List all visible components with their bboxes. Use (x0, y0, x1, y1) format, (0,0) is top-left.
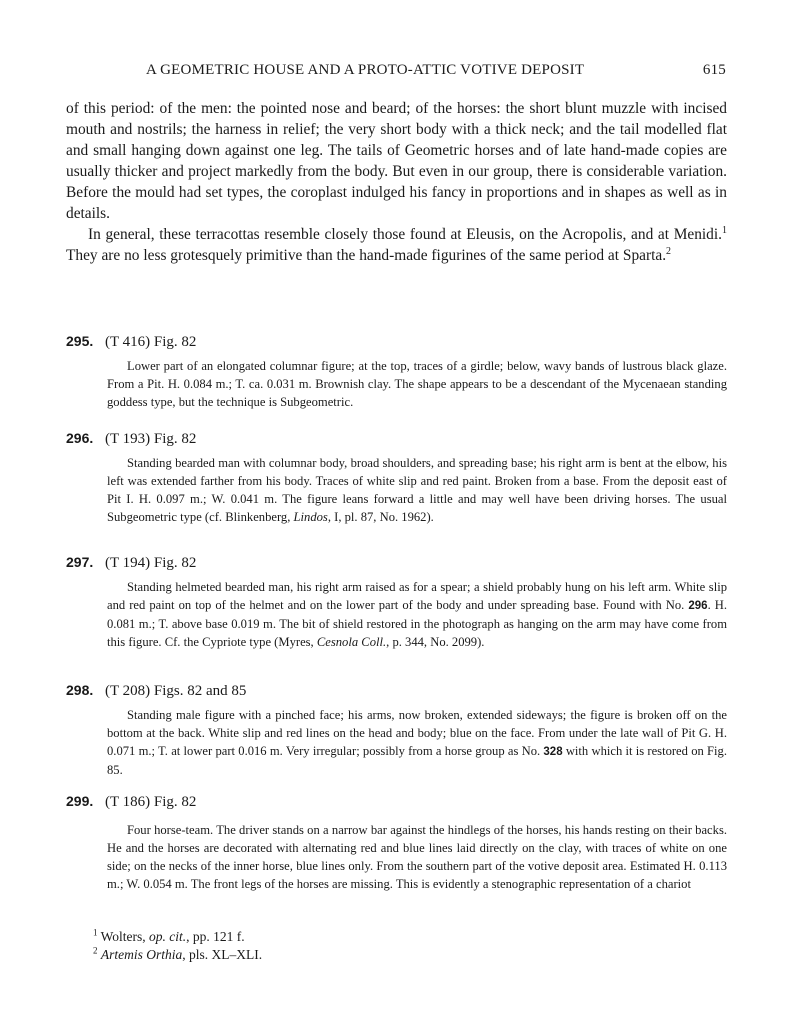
catalogue-entry-298 (66, 679, 727, 779)
entry-number: 295. (66, 333, 94, 349)
intro-paragraph-2-text-b: They are no less grotesquely primitive than the hand-made figurines of the same period at Sparta. (66, 247, 667, 264)
entry-heading (66, 551, 727, 573)
intro-paragraph-2 (66, 224, 727, 266)
footnote-text: , pp. 121 f. (186, 929, 245, 944)
entry-reference: (T 186) Fig. 82 (105, 794, 197, 810)
footnote-citation: op. cit. (149, 929, 187, 944)
entry-cross-ref: 328 (543, 746, 563, 758)
footnote-text: , pls. XL–XLI. (182, 947, 263, 962)
entry-heading (66, 790, 727, 812)
entry-description (107, 454, 727, 526)
catalogue-entry-296 (66, 427, 727, 526)
running-title: A GEOMETRIC HOUSE AND A PROTO-ATTIC VOTIVE DEPOSIT (146, 62, 585, 78)
footnote-citation: Artemis Orthia (100, 947, 183, 962)
catalogue-entry-295 (66, 330, 727, 411)
entry-text: Lower part of an elongated columnar figure; at the top, traces of a girdle; below, wavy bands of lustrous black glaze. From a Pit. H. 0.084 m.; T. ca. 0.031 m. Brownish clay. The shape appears to be a descendant of the Mycenaean standing goddess type, but the technique is Subgeometric. (107, 359, 727, 409)
catalogue-entry-299 (66, 790, 727, 893)
entry-text: Four horse-team. The driver stands on a narrow bar against the hindlegs of the horses, his hands resting on their backs. He and the horses are decorated with alternating red and blue lines laid directly on the clay, with traces of white on one side; on the necks of the inner horse, blue lines only. From the southern part of the votive deposit area. Estimated H. 0.113 m.; W. 0.054 m. The front legs of the horses are missing. This is evidently a stenographic representation of a chariot (107, 823, 727, 891)
entry-description (107, 357, 727, 411)
entry-text: , p. 344, No. 2099). (386, 635, 485, 649)
running-head (66, 62, 726, 82)
entry-text: , I, pl. 87, No. 1962). (327, 510, 434, 524)
intro-text (66, 98, 727, 266)
intro-paragraph-1: of this period: of the men: the pointed nose and beard; of the horses: the short blunt muzzle with incised mouth and nostrils; the harness in relief; the very short body with a thick neck; and the tail modelled flat and small hanging down against one leg. The tails of Geometric horses and of late hand-made copies are usually thicker and project markedly from the body. But even in our group, there is considerable variation. Before the mould had set types, the coroplast indulged his fancy in proportions and in shapes as well as in details. (66, 100, 727, 222)
footnote-mark: 1 (93, 927, 98, 938)
page-number: 615 (702, 62, 726, 78)
entry-description (107, 706, 727, 779)
entry-citation: Lindos (293, 510, 328, 524)
entry-heading (66, 427, 727, 449)
entry-text: with which it is restored on Fig. 85. (107, 744, 727, 777)
entry-text: . H. 0.081 m.; T. above base 0.019 m. The bit of shield restored in the photograph as hanging on the arm may have come from this figure. Cf. the Cypriote type (Myres, (107, 598, 728, 649)
footnotes (93, 928, 262, 964)
entry-description (107, 821, 727, 893)
entry-reference: (T 416) Fig. 82 (105, 334, 197, 350)
footnote-1 (93, 928, 262, 946)
entry-number: 299. (66, 793, 94, 809)
footnote-mark: 2 (93, 945, 98, 956)
entry-citation: Cesnola Coll. (316, 635, 387, 649)
intro-paragraph-2-text-a: In general, these terracottas resemble closely those found at Eleusis, on the Acropolis, and at Menidi. (88, 226, 722, 243)
entry-number: 298. (66, 682, 94, 698)
entry-number: 297. (66, 554, 94, 570)
footnote-2 (93, 946, 262, 964)
entry-heading (66, 679, 727, 701)
entry-cross-ref: 296 (688, 600, 708, 612)
catalogue-entry-297 (66, 551, 727, 651)
entry-text: Standing helmeted bearded man, his right arm raised as for a spear; a shield probably hung on his left arm. White slip and red paint on top of the helmet and on the lower part of the body and under spreading base. Found with No. (107, 580, 727, 612)
footnote-ref-2: 2 (666, 245, 672, 257)
entry-reference: (T 193) Fig. 82 (105, 431, 197, 447)
entry-number: 296. (66, 430, 94, 446)
entry-text: Standing bearded man with columnar body, broad shoulders, and spreading base; his right arm is bent at the elbow, his left was extended farther from his body. Traces of white slip and red paint. Broken from a base. From the deposit east of Pit I. H. 0.097 m.; W. 0.041 m. The figure leans forward a little and may well have been driving horses. The usual Subgeometric type (cf. Blinkenberg, (107, 456, 727, 524)
entry-heading (66, 330, 727, 352)
entry-reference: (T 194) Fig. 82 (105, 555, 197, 571)
entry-text: Standing male figure with a pinched face; his arms, now broken, extended sideways; the figure is broken off on the bottom at the back. White slip and red lines on the head and body; blue on the face. From under the late wall of Pit G. H. 0.071 m.; T. at lower part 0.016 m. Very irregular; possibly from a horse group as No. (107, 708, 727, 758)
entry-description (107, 578, 727, 651)
footnote-ref-1: 1 (722, 224, 727, 236)
footnote-text: Wolters, (100, 929, 150, 944)
entry-reference: (T 208) Figs. 82 and 85 (105, 683, 247, 699)
